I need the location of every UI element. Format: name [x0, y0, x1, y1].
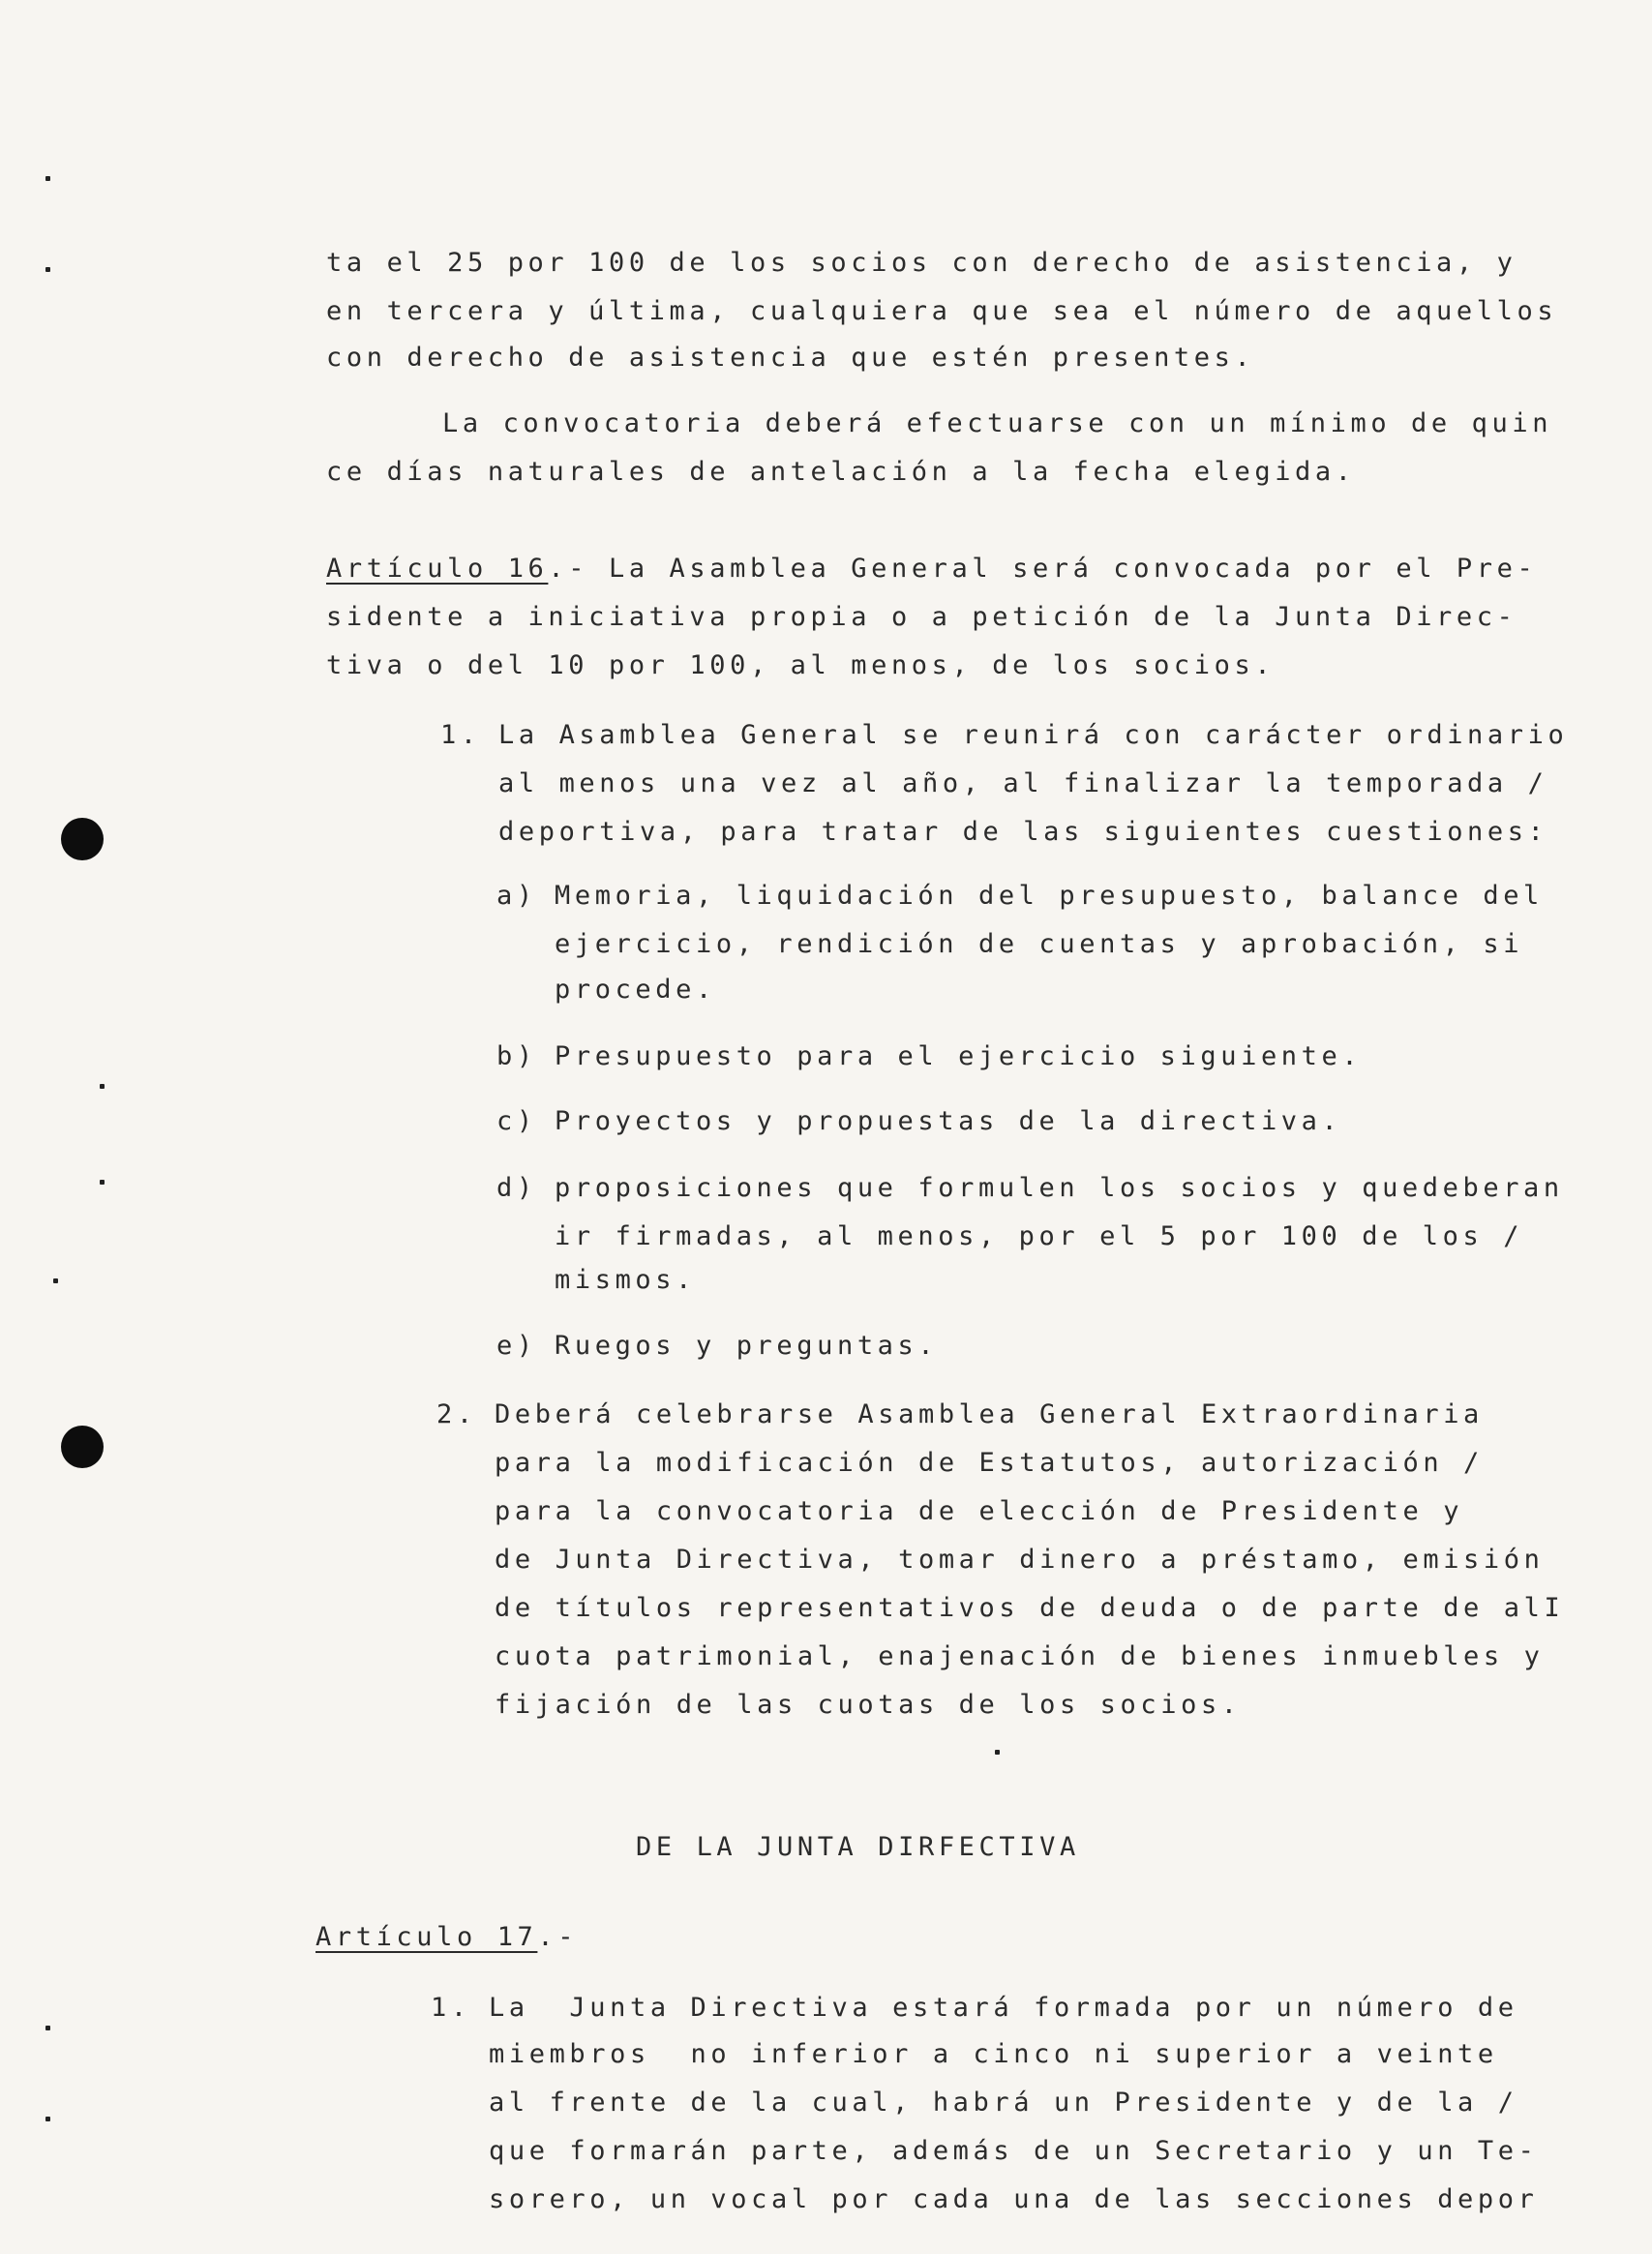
margin-speck [45, 2026, 50, 2030]
text-line: cuota patrimonial, enajenación de bienes inmuebles y [495, 1641, 1545, 1671]
margin-speck [100, 1084, 105, 1089]
margin-speck [100, 1180, 105, 1185]
sub-letter: b) [496, 1041, 537, 1071]
text-line: Presupuesto para el ejercicio siguiente. [555, 1041, 1363, 1071]
text-line: sorero, un vocal por cada una de las secciones depor [489, 2184, 1539, 2214]
article-16-label: Artículo 16 [326, 554, 549, 584]
item-number: 1. [431, 1993, 471, 2023]
text-line: .- La Asamblea General será convocada por el Pre- [548, 554, 1538, 584]
text-line: tiva o del 10 por 100, al menos, de los socios. [326, 650, 1276, 680]
text-line: Deberá celebrarse Asamblea General Extraordinaria [495, 1399, 1484, 1429]
article-17-suffix: .- [537, 1922, 579, 1952]
text-line: para la modificación de Estatutos, autorización / [495, 1448, 1484, 1478]
text-line: deportiva, para tratar de las siguientes cuestiones: [498, 817, 1548, 847]
text-line: procede. [555, 975, 716, 1005]
text-line: fijación de las cuotas de los socios. [495, 1690, 1242, 1720]
margin-speck [45, 267, 50, 272]
sub-letter: a) [496, 881, 537, 911]
sub-letter: c) [496, 1106, 537, 1136]
text-line: La convocatoria deberá efectuarse con un mínimo de quin [442, 408, 1553, 438]
margin-speck [45, 176, 50, 181]
text-line: que formarán parte, además de un Secretario y un Te- [489, 2136, 1539, 2166]
margin-speck [995, 1750, 1000, 1755]
text-line: proposiciones que formulen los socios y quedeberan [555, 1173, 1564, 1203]
text-line: ta el 25 por 100 de los socios con derecho de asistencia, y [326, 248, 1517, 278]
text-line: sidente a iniciativa propia o a petición de la Junta Direc- [326, 602, 1517, 632]
text-line: al menos una vez al año, al finalizar la temporada / [498, 768, 1548, 798]
margin-speck [45, 2117, 50, 2121]
text-line: ce días naturales de antelación a la fecha elegida. [326, 457, 1356, 487]
text-line: mismos. [555, 1265, 696, 1295]
text-line: ir firmadas, al menos, por el 5 por 100 de los / [555, 1221, 1524, 1251]
text-line: para la convocatoria de elección de Presidente y [495, 1496, 1464, 1526]
punch-hole-bottom [61, 1426, 104, 1468]
article-17-label: Artículo 17 [315, 1922, 538, 1952]
section-heading: DE LA JUNTA DIRFECTIVA [636, 1832, 1080, 1862]
text-line: La Asamblea General se reunirá con carácter ordinario [498, 720, 1569, 750]
text-line: en tercera y última, cualquiera que sea el número de aquellos [326, 296, 1558, 326]
punch-hole-top [61, 818, 104, 860]
text-line: Proyectos y propuestas de la directiva. [555, 1106, 1342, 1136]
text-line: ejercicio, rendición de cuentas y aprobación, si [555, 929, 1524, 959]
text-line: de Junta Directiva, tomar dinero a préstamo, emisión [495, 1545, 1545, 1575]
text-line: de títulos representativos de deuda o de parte de alI [495, 1593, 1565, 1623]
text-line: Ruegos y preguntas. [555, 1331, 939, 1361]
margin-speck [53, 1278, 58, 1283]
article-17-heading [315, 1920, 578, 1955]
text-line: con derecho de asistencia que estén presentes. [326, 343, 1255, 373]
item-number: 1. [440, 720, 481, 750]
sub-letter: d) [496, 1173, 537, 1203]
text-line: miembros no inferior a cinco ni superior a veinte [489, 2039, 1498, 2069]
sub-letter: e) [496, 1331, 537, 1361]
item-number: 2. [436, 1399, 477, 1429]
text-line: al frente de la cual, habrá un Presidente y de la / [489, 2088, 1518, 2118]
article-16-heading [326, 552, 1537, 586]
text-line: La Junta Directiva estará formada por un número de [489, 1993, 1518, 2023]
text-line: Memoria, liquidación del presupuesto, balance del [555, 881, 1544, 911]
